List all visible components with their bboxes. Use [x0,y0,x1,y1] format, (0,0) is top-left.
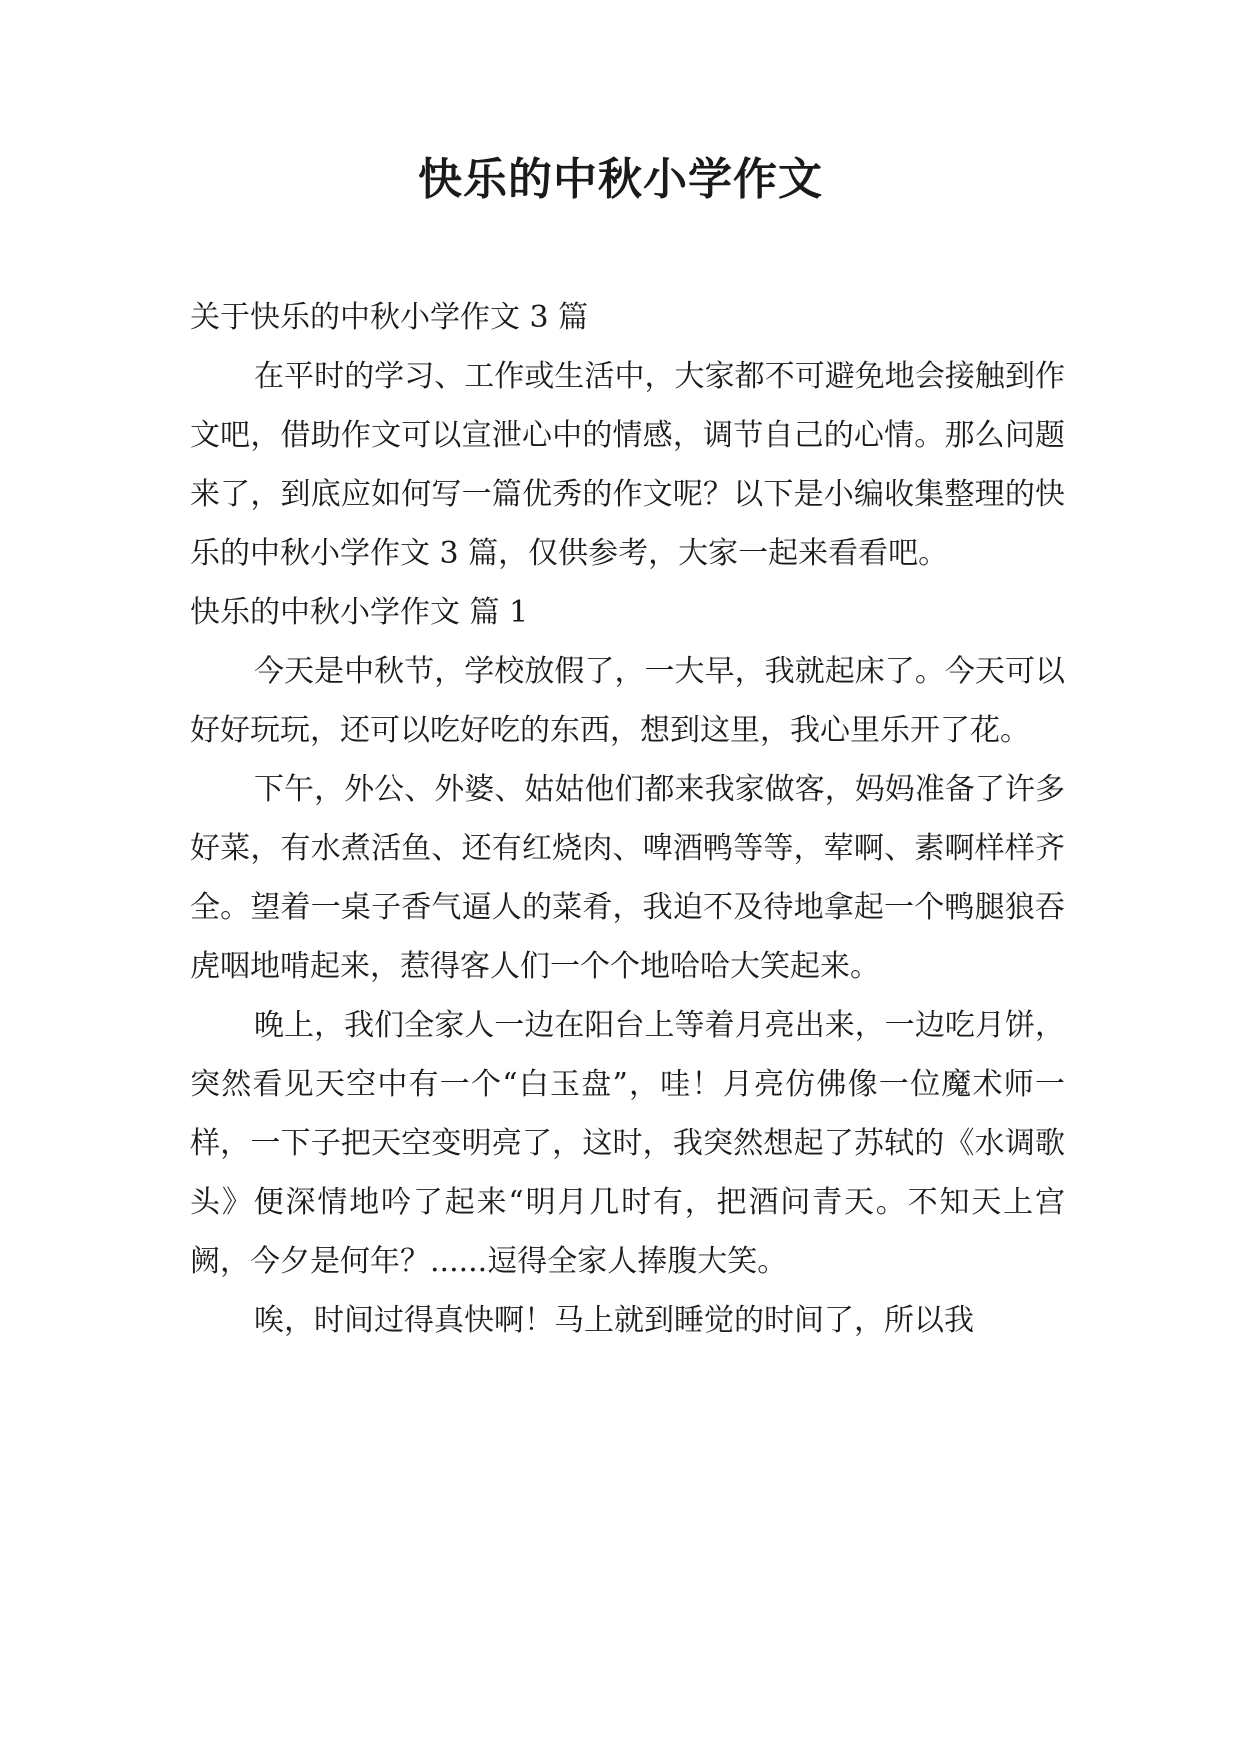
document-title: 快乐的中秋小学作文 [418,154,823,205]
section-heading: 快乐的中秋小学作文 篇 1 [190,595,529,630]
paragraph: 今天是中秋节，学校放假了，一大早，我就起床了。今天可以好好玩玩，还可以吃好吃的东西，想到这里，我心里乐开了花。 [190,654,1065,748]
paragraph: 唉，时间过得真快啊！马上就到睡觉的时间了，所以我 [254,1303,974,1338]
document-body [190,288,1065,1350]
paragraph: 晚上，我们全家人一边在阳台上等着月亮出来，一边吃月饼，突然看见天空中有一个“白玉盘”，哇！月亮仿佛像一位魔术师一样，一下子把天空变明亮了，这时，我突然想起了苏轼的《水调歌头》便深情地吟了起来“明月几时有，把酒问青天。不知天上宫阙，今夕是何年？......逗得全家人捧腹大笑。 [190,1008,1065,1279]
section-heading: 关于快乐的中秋小学作文 3 篇 [190,300,589,335]
paragraph: 在平时的学习、工作或生活中，大家都不可避免地会接触到作文吧，借助作文可以宣泄心中的情感，调节自己的心情。那么问题来了，到底应如何写一篇优秀的作文呢？以下是小编收集整理的快乐的中秋小学作文 3 篇，仅供参考，大家一起来看看吧。 [190,359,1065,571]
paragraph: 下午，外公、外婆、姑姑他们都来我家做客，妈妈准备了许多好菜，有水煮活鱼、还有红烧肉、啤酒鸭等等，荤啊、素啊样样齐全。望着一桌子香气逼人的菜肴，我迫不及待地拿起一个鸭腿狼吞虎咽地啃起来，惹得客人们一个个地哈哈大笑起来。 [190,772,1065,984]
